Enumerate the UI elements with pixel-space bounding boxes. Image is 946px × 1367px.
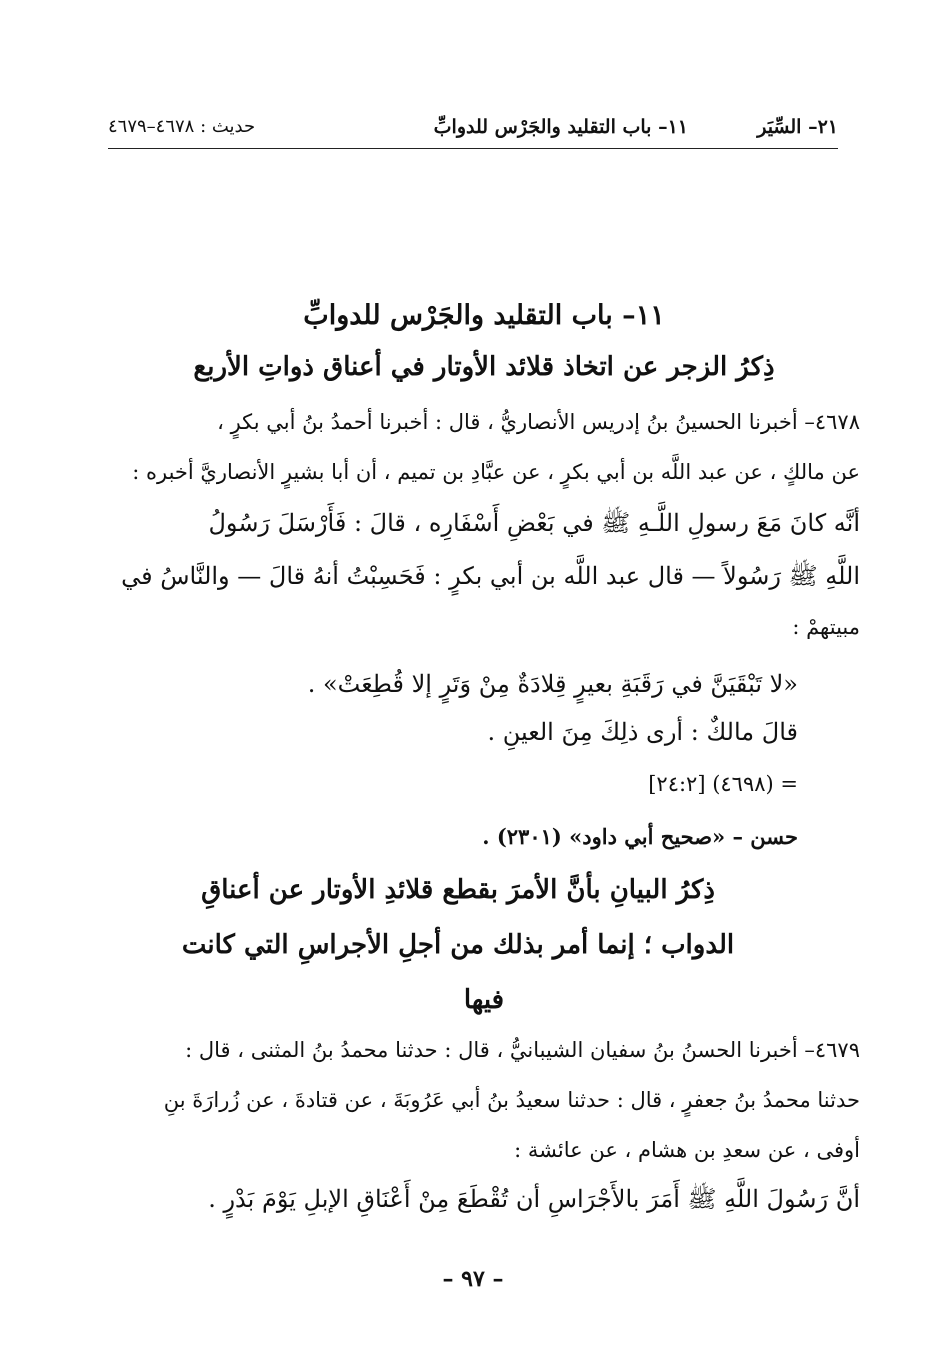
section1-matn-line-2: اللَّهِ ﷺ رَسُولاً — قال عبد اللَّه بن أبي بكرٍ : فَحَسِبْتُ أنهُ قالَ — والنَّاسُ في (121, 562, 860, 590)
section2-isnad-line-3: أوفى ، عن سعدِ بن هشام ، عن عائشة : (514, 1138, 860, 1162)
section1-grading: حسن – «صحيح أبي داود» (٢٣٠١) . (482, 824, 798, 849)
running-head-hadith-range: حديث : ٤٦٧٨–٤٦٧٩ (108, 116, 256, 137)
running-head-chapter: ١١– باب التقليد والجَرْس للدوابِّ (433, 116, 688, 138)
section1-malik-note: قالَ مالكٌ : أرى ذلِكَ مِنَ العينِ . (487, 718, 798, 746)
running-head-book: ٢١– السِّيَر (757, 116, 838, 138)
section2-heading-line-2: الدواب ؛ إنما أمر بذلك من أجلِ الأجراسِ التي كانت (181, 930, 735, 960)
section2-isnad-line-1: ٤٦٧٩– أخبرنا الحسنُ بنُ سفيان الشيبانيُّ ، قال : حدثنا محمدُ بنُ المثنى ، قال : (185, 1038, 860, 1062)
running-head (108, 112, 838, 146)
section1-cross-reference: = (٤٦٩٨) [٢٤:٢] (648, 772, 798, 796)
section1-matn-line-3: مبيتهمْ : (792, 615, 860, 639)
header-rule (108, 148, 838, 149)
section1-isnad-line-1: ٤٦٧٨– أخبرنا الحسينُ بنُ إدريس الأنصاريُّ ، قال : أخبرنا أحمدُ بنُ أبي بكرٍ ، (217, 410, 860, 434)
section2-isnad-line-2: حدثنا محمدُ بنُ جعفرٍ ، قال : حدثنا سعيدُ بنُ أبي عَرُوبَةَ ، عن قتادةَ ، عن زُرارَةَ بنِ (163, 1088, 860, 1112)
section1-isnad-line-2: عن مالكٍ ، عن عبد اللَّه بن أبي بكرٍ ، عن عبَّادِ بن تميم ، أن أبا بشيرٍ الأنصاريَّ أخبره : (132, 460, 860, 484)
section2-heading-line-3: فيها (463, 985, 505, 1015)
section1-heading: ذِكرُ الزجر عن اتخاذ قلائد الأوتار في أعناق ذواتِ الأربع (193, 352, 775, 382)
section2-heading-line-1: ذِكرُ البيانِ بأنَّ الأمرَ بقطع قلائدِ الأوتار عن أعناقِ (201, 875, 715, 905)
section1-matn-line-1: أنَّه كانَ مَعَ رسولِ اللَّـهِ ﷺ في بَعْضِ أَسْفَارِه ، قالَ : فَأَرْسَلَ رَسُولُ (208, 509, 860, 537)
page-number: – ٩٧ – (442, 1266, 504, 1292)
chapter-title: ١١– باب التقليد والجَرْس للدوابِّ (303, 300, 665, 331)
section1-prophetic-quote: «لا تَبْقَيَنَّ في رَقَبَةِ بعيرٍ قِلادَةٌ مِنْ وَتَرٍ إلا قُطِعَتْ» . (307, 670, 798, 698)
section2-matn: أنَّ رَسُولَ اللَّهِ ﷺ أَمَرَ بالأَجْرَاسِ أن تُقْطَعَ مِنْ أَعْنَاقِ الإبلِ يَوْمَ بَدْرٍ . (208, 1185, 860, 1213)
